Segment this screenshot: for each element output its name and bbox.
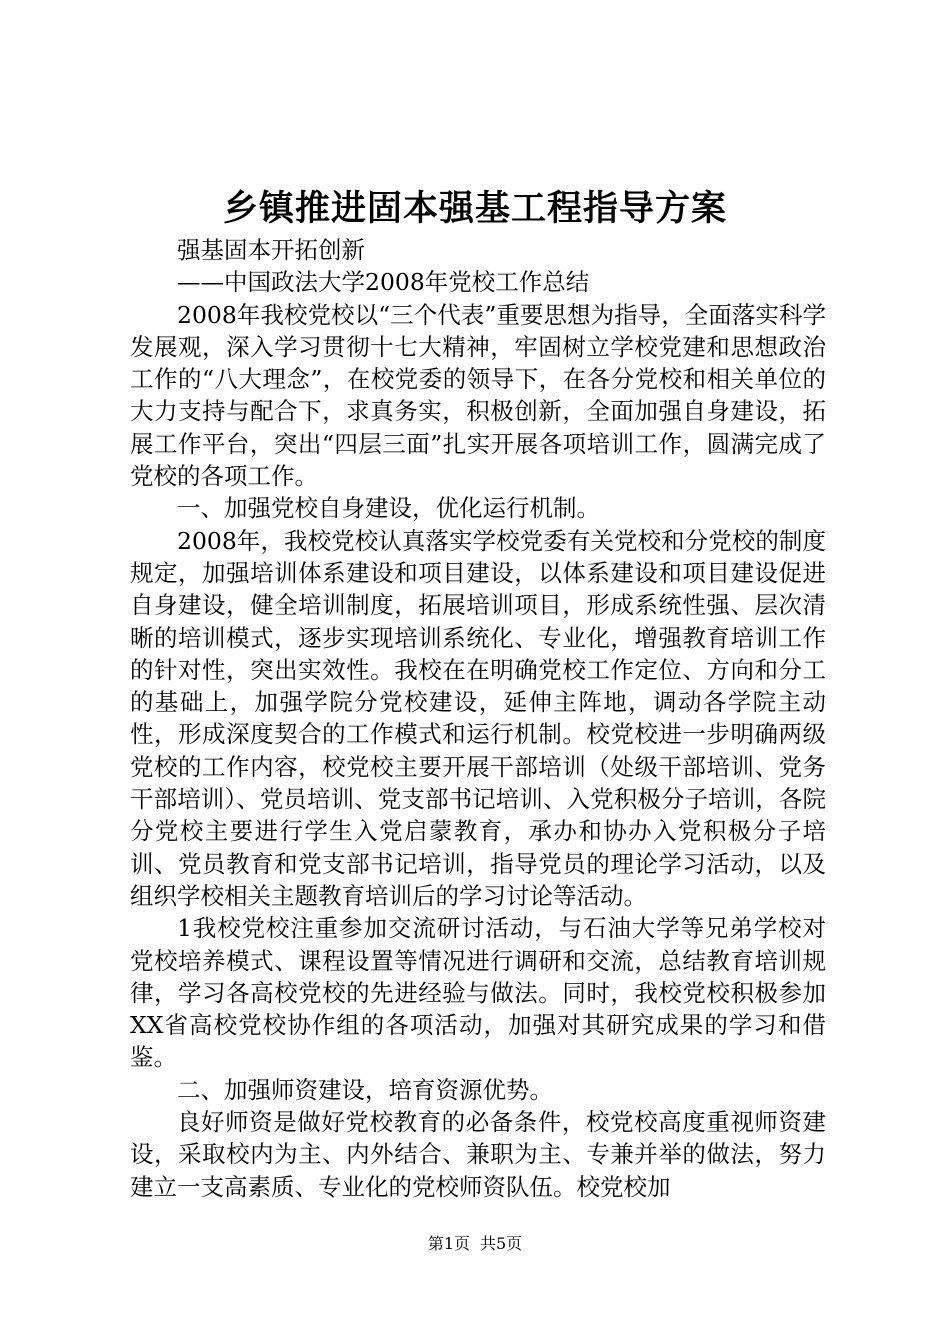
intro-paragraph: 2008年我校党校以“三个代表”重要思想为指导，全面落实科学发展观，深入学习贯彻十七大精神，牢固树立学校党建和思想政治工作的“八大理念”，在校党委的领导下，在各分党校和相关单位的大力支持与配合下，求真务实，积极创新，全面加强自身建设，拓展工作平台，突出“四层三面”扎实开展各项培训工作，圆满完成了党校的各项工作。 [130, 300, 826, 491]
section-2-paragraph: 良好师资是做好党校教育的必备条件，校党校高度重视师资建设，采取校内为主、内外结合、兼职为主、专兼并举的做法，努力建立一支高素质、专业化的党校师资队伍。校党校加 [130, 1108, 826, 1201]
section-1-paragraph: 2008年，我校党校认真落实学校党委有关党校和分党校的制度规定，加强培训体系建设和项目建设，以体系建设和项目建设促进自身建设，健全培训制度，拓展培训项目，形成系统性强、层次清晰的培训模式，逐步实现培训系统化、专业化，增强教育培训工作的针对性，突出实效性。我校在在明确党校工作定位、方向和分工的基础上，加强学院分党校建设，延伸主阵地，调动各学院主动性，形成深度契合的工作模式和运行机制。校党校进一步明确两级党校的工作内容，校党校主要开展干部培训（处级干部培训、党务干部培训）、党员培训、党支部书记培训、入党积极分子培训，各院分党校主要进行学生入党启蒙教育，承办和协办入党积极分子培训、党员教育和党支部书记培训，指导党员的理论学习活动，以及组织学校相关主题教育培训后的学习讨论等活动。 [130, 526, 826, 910]
document-body [130, 234, 826, 1203]
subtitle-line: 强基固本开拓创新 [177, 236, 365, 264]
subtitle-source-line: ——中国政法大学2008年党校工作总结 [177, 268, 590, 297]
section-heading-1: 一、加强党校自身建设，优化运行机制。 [177, 494, 600, 523]
page-total: 共5页 [480, 1234, 523, 1253]
page-footer [0, 1232, 950, 1256]
page-number: 第1页 [427, 1234, 470, 1253]
section-1-paragraph-2: 1我校党校注重参加交流研讨活动，与石油大学等兄弟学校对党校培养模式、课程设置等情况进行调研和交流，总结教育培训规律，学习各高校党校的先进经验与做法。同时，我校党校积极参加XX省高校党校协作组的各项活动，加强对其研究成果的学习和借鉴。 [130, 914, 826, 1072]
document-title: 乡镇推进固本强基工程指导方案 [222, 188, 727, 229]
section-heading-2: 二、加强师资建设，培育资源优势。 [177, 1075, 553, 1104]
